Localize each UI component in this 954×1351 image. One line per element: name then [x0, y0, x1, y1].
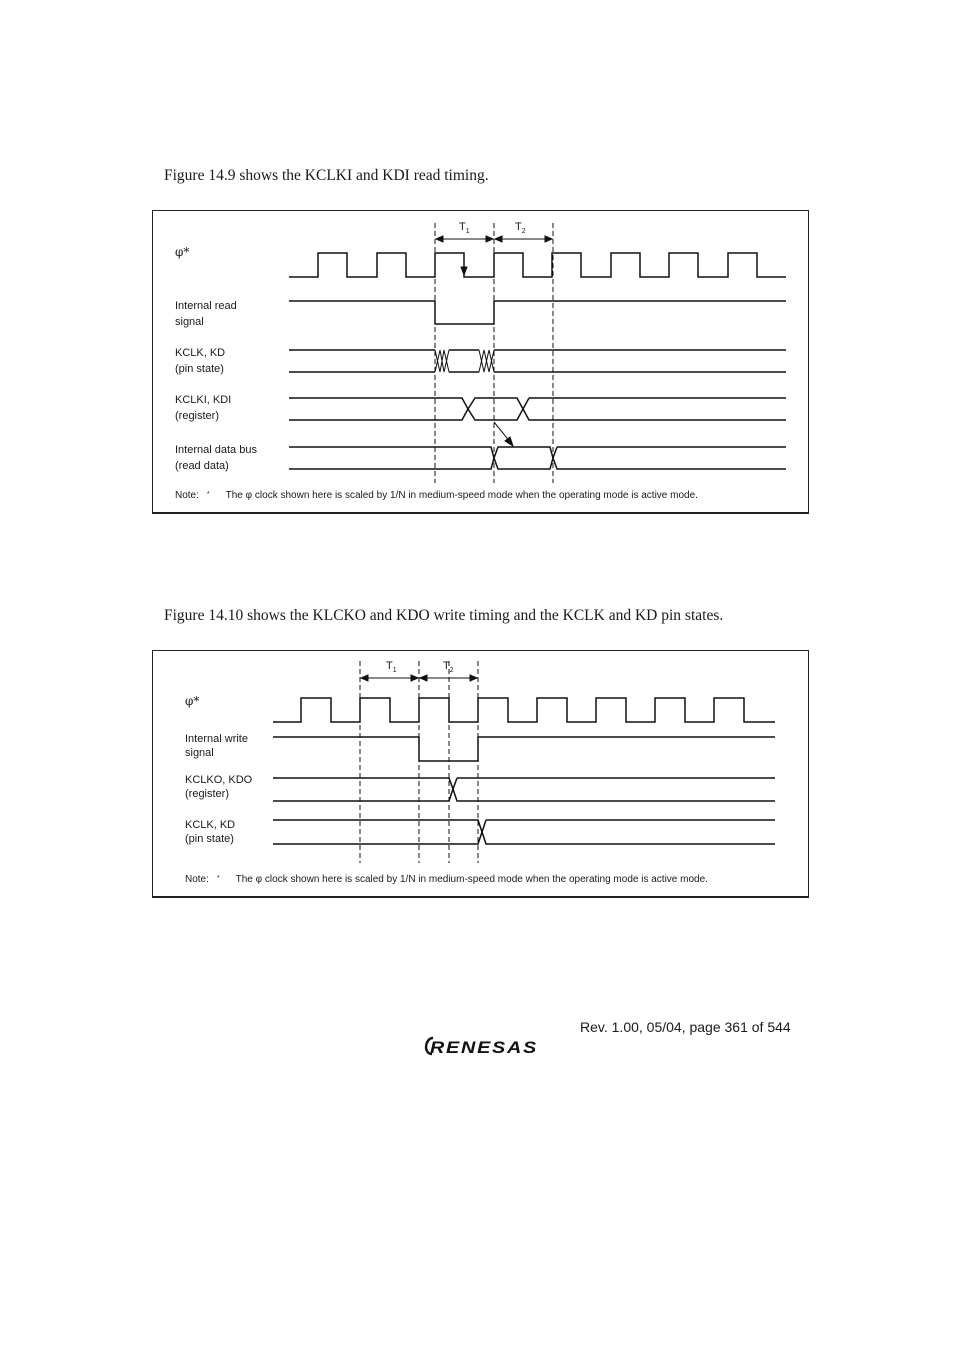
signal-label-kclk-kd: KCLK, KD (pin state) — [185, 819, 236, 845]
signal-label-internal-data-bus: Internal data bus (read data) — [175, 444, 257, 472]
t1-label: $T_1$ — [459, 221, 470, 236]
svg-text:RENESAS: RENESAS — [430, 1038, 538, 1057]
figure-14-10-write-timing — [152, 650, 809, 898]
signal-label-kclko-kdo: KCLKO, KDO (register) — [185, 774, 253, 800]
signal-label-internal-write: Internal write signal — [185, 733, 248, 759]
clock-label: φ* — [175, 245, 190, 259]
t1-label: $T_1$ — [386, 660, 397, 675]
intro-paragraph-fig-14-10: Figure 14.10 shows the KLCKO and KDO write timing and the KCLK and KD pin states. — [164, 607, 724, 624]
intro-paragraph-fig-14-9: Figure 14.9 shows the KCLKI and KDI read timing. — [164, 167, 489, 184]
renesas-logo — [423, 1035, 543, 1062]
signal-label-internal-read: Internal read signal — [175, 300, 237, 328]
page-footer-info: Rev. 1.00, 05/04, page 361 of 544 — [580, 1019, 791, 1035]
signal-label-kclki-kdi: KCLKI, KDI (register) — [175, 394, 232, 422]
clock-label: φ* — [185, 694, 200, 708]
t2-label: $T_2$ — [515, 221, 526, 236]
figure-note: Note: * The φ clock shown here is scaled by 1/N in medium-speed mode when the operating mode is active mode. — [175, 490, 698, 501]
figure-note: Note: * The φ clock shown here is scaled by 1/N in medium-speed mode when the operating mode is active mode. — [185, 874, 708, 885]
figure-14-9-read-timing — [152, 210, 809, 514]
t2-label: $T_2$ — [443, 660, 454, 675]
signal-label-kclk-kd: KCLK, KD (pin state) — [175, 347, 226, 375]
